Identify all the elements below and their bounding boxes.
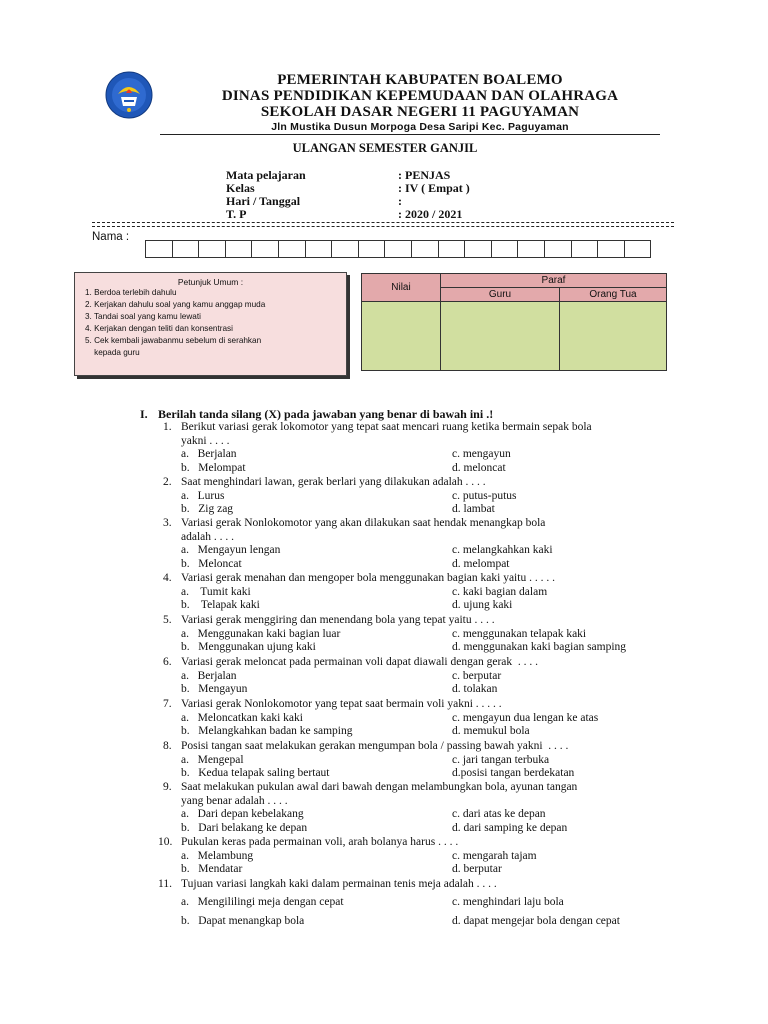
option-d[interactable]: d. meloncat (452, 462, 506, 475)
option-c[interactable]: c. mengarah tajam (452, 849, 537, 862)
option-d[interactable]: d.posisi tangan berdekatan (452, 767, 575, 780)
name-letter-box[interactable] (571, 240, 599, 258)
name-letter-box[interactable] (358, 240, 386, 258)
option-a[interactable]: a. Mengililingi meja dengan cepat (181, 895, 344, 908)
question-number: 8. (163, 740, 172, 752)
option-a[interactable]: a. Meloncatkan kaki kaki (181, 711, 303, 724)
question-text: Variasi gerak Nonlokomotor yang tepat saat bermain voli yakni . . . . . (181, 698, 502, 710)
option-a[interactable]: a. Lurus (181, 489, 225, 502)
option-a[interactable]: a. Melambung (181, 849, 254, 862)
question-number: 1. (163, 421, 172, 433)
question-number: 9. (163, 781, 172, 793)
name-letter-box[interactable] (544, 240, 572, 258)
option-d[interactable]: d. menggunakan kaki bagian samping (452, 641, 627, 654)
question-text: Variasi gerak menahan dan mengoper bola menggunakan bagian kaki yaitu . . . . . (181, 572, 555, 584)
question-text: Berikut variasi gerak lokomotor yang tepat saat mencari ruang ketika bermain sepak bola (181, 421, 592, 433)
instruction-item: 1. Berdoa terlebih dahulu (85, 288, 177, 297)
info-value-class: : IV ( Empat ) (398, 181, 470, 195)
score-cell[interactable] (362, 302, 441, 371)
option-c[interactable]: c. menggunakan telapak kaki (452, 627, 587, 640)
question-number: 7. (163, 698, 172, 710)
question-text: yang benar adalah . . . . (181, 794, 288, 807)
teacher-signature-cell[interactable] (441, 302, 560, 371)
option-c[interactable]: c. jari tangan terbuka (452, 753, 550, 766)
name-letter-box[interactable] (411, 240, 439, 258)
option-a[interactable]: a. Mengepal (181, 753, 244, 766)
option-d[interactable]: d. melompat (452, 558, 510, 571)
question-text: Variasi gerak meloncat pada permainan voli dapat diawali dengan gerak . . . . (181, 656, 538, 668)
tut-wuri-handayani-logo (104, 70, 154, 120)
option-c[interactable]: c. putus-putus (452, 489, 517, 502)
question-number: 11. (158, 878, 172, 890)
info-label-subject: Mata pelajaran (226, 168, 306, 182)
header-rule (160, 134, 660, 135)
info-label-class: Kelas (226, 181, 255, 195)
name-letter-box[interactable] (251, 240, 279, 258)
option-b[interactable]: b. Mengayun (181, 683, 248, 696)
section-number: I. (140, 407, 148, 421)
section-instruction: Berilah tanda silang (X) pada jawaban yang benar di bawah ini .! (158, 407, 494, 421)
instruction-item: 2. Kerjakan dahulu soal yang kamu anggap muda (85, 300, 266, 309)
header-line-1: PEMERINTAH KABUPATEN BOALEMO (277, 72, 563, 88)
exam-title: ULANGAN SEMESTER GANJIL (292, 141, 478, 155)
option-b[interactable]: b. Melangkahkan badan ke samping (181, 725, 353, 738)
question-number: 4. (163, 572, 172, 584)
option-b[interactable]: b. Menggunakan ujung kaki (181, 641, 316, 654)
signature-header: Paraf (441, 274, 667, 288)
question-number: 5. (163, 614, 172, 626)
option-b[interactable]: b. Telapak kaki (181, 599, 260, 612)
instruction-item: 3. Tandai soal yang kamu lewati (85, 312, 201, 321)
option-d[interactable]: d. dapat mengejar bola dengan cepat (452, 914, 620, 927)
name-letter-box[interactable] (278, 240, 306, 258)
option-b[interactable]: b. Meloncat (181, 558, 242, 571)
instructions-box (74, 272, 347, 376)
option-b[interactable]: b. Dapat menangkap bola (181, 914, 305, 927)
option-c[interactable]: c. kaki bagian dalam (452, 585, 548, 598)
header-line-2: DINAS PENDIDIKAN KEPEMUDAAN DAN OLAHRAGA (221, 88, 619, 104)
option-d[interactable]: d. berputar (452, 863, 502, 876)
option-c[interactable]: c. mengayun (452, 448, 511, 461)
option-d[interactable]: d. tolakan (452, 683, 498, 696)
option-c[interactable]: c. berputar (452, 669, 502, 682)
option-b[interactable]: b. Melompat (181, 462, 246, 475)
option-d[interactable]: d. memukul bola (452, 725, 530, 738)
option-c[interactable]: c. dari atas ke depan (452, 808, 546, 821)
option-d[interactable]: d. dari samping ke depan (452, 822, 568, 835)
school-name: SEKOLAH DASAR NEGERI 11 PAGUYAMAN (260, 104, 580, 120)
option-c[interactable]: c. mengayun dua lengan ke atas (452, 711, 599, 724)
name-letter-box[interactable] (172, 240, 200, 258)
name-letter-box[interactable] (517, 240, 545, 258)
option-b[interactable]: b. Mendatar (181, 863, 243, 876)
option-b[interactable]: b. Kedua telapak saling bertaut (181, 767, 330, 780)
info-label-date: Hari / Tanggal (226, 194, 301, 208)
name-letter-box[interactable] (624, 240, 652, 258)
question-number: 6. (163, 656, 172, 668)
question-text: Saat melakukan pukulan awal dari bawah dengan melambungkan bola, ayunan tangan (181, 781, 578, 793)
name-letter-box[interactable] (597, 240, 625, 258)
option-a[interactable]: a. Menggunakan kaki bagian luar (181, 627, 341, 640)
name-letter-box[interactable] (198, 240, 226, 258)
option-a[interactable]: a. Berjalan (181, 669, 237, 682)
instruction-item: 4. Kerjakan dengan teliti dan konsentrasi (85, 324, 233, 333)
instructions-title: Petunjuk Umum : (177, 277, 244, 287)
name-letter-box[interactable] (305, 240, 333, 258)
name-letter-box[interactable] (225, 240, 253, 258)
question-text: Pukulan keras pada permainan voli, arah bolanya harus . . . . (181, 836, 459, 848)
score-table (361, 273, 667, 371)
parent-header: Orang Tua (560, 288, 667, 302)
name-letter-box[interactable] (384, 240, 412, 258)
name-boxes[interactable] (146, 240, 651, 258)
info-value-date: : (398, 194, 402, 208)
option-b[interactable]: b. Zig zag (181, 503, 234, 516)
option-c[interactable]: c. menghindari laju bola (452, 895, 564, 908)
question-text: Saat menghindari lawan, gerak berlari yang dilakukan adalah . . . . (181, 476, 486, 488)
instruction-item: kepada guru (85, 348, 140, 357)
name-letter-box[interactable] (331, 240, 359, 258)
option-a[interactable]: a. Tumit kaki (181, 585, 251, 598)
parent-signature-cell[interactable] (560, 302, 667, 371)
question-number: 10. (158, 836, 173, 848)
info-value-year: : 2020 / 2021 (398, 207, 463, 221)
option-d[interactable]: d. lambat (452, 503, 495, 516)
option-b[interactable]: b. Dari belakang ke depan (181, 822, 308, 835)
option-a[interactable]: a. Dari depan kebelakang (181, 808, 304, 821)
info-label-year: T. P (226, 207, 247, 221)
separator-line (92, 222, 674, 227)
question-text: Posisi tangan saat melakukan gerakan mengumpan bola / passing bawah yakni . . . . (181, 740, 569, 752)
info-value-subject: : PENJAS (398, 168, 451, 182)
name-letter-box[interactable] (464, 240, 492, 258)
option-d[interactable]: d. ujung kaki (452, 599, 513, 612)
name-label: Nama : (92, 231, 130, 243)
question-number: 2. (163, 476, 172, 488)
option-a[interactable]: a. Mengayun lengan (181, 544, 281, 557)
teacher-header: Guru (441, 288, 560, 302)
name-letter-box[interactable] (438, 240, 466, 258)
question-text: Tujuan variasi langkah kaki dalam permainan tenis meja adalah . . . . (181, 878, 497, 890)
question-text: Variasi gerak Nonlokomotor yang akan dilakukan saat hendak menangkap bola (181, 517, 546, 529)
question-text: adalah . . . . (181, 530, 235, 543)
question-number: 3. (163, 517, 172, 529)
option-a[interactable]: a. Berjalan (181, 448, 237, 461)
name-letter-box[interactable] (145, 240, 173, 258)
option-c[interactable]: c. melangkahkan kaki (452, 544, 553, 557)
question-text: yakni . . . . (181, 434, 230, 447)
score-header: Nilai (362, 274, 441, 302)
instruction-item: 5. Cek kembali jawabanmu sebelum di serahkan (85, 336, 262, 345)
school-address: Jln Mustika Dusun Morpoga Desa Saripi Kec. Paguyaman (271, 121, 569, 133)
name-letter-box[interactable] (491, 240, 519, 258)
question-text: Variasi gerak menggiring dan menendang bola yang tepat yaitu . . . . (181, 614, 495, 626)
